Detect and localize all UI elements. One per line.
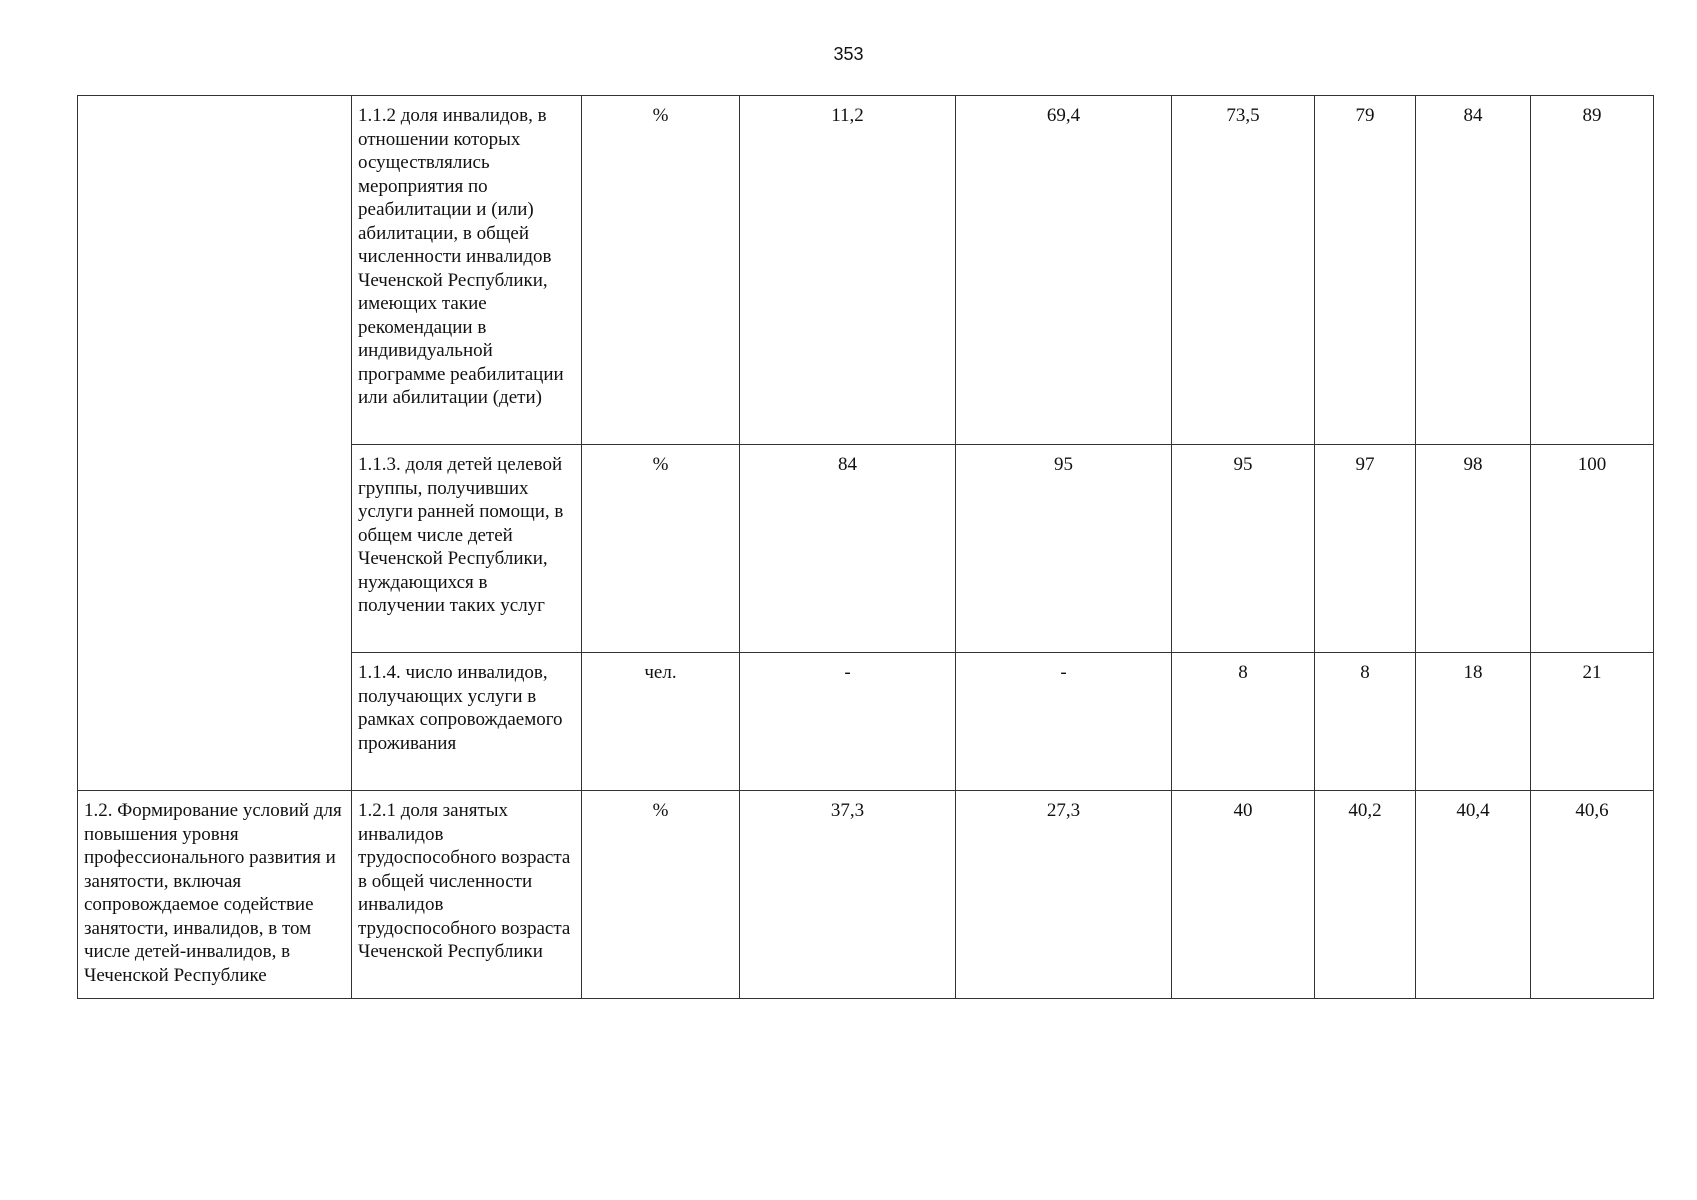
value-cell: 8 (1315, 653, 1416, 791)
value-cell: 40 (1172, 791, 1315, 999)
value-cell: 21 (1531, 653, 1654, 791)
task-cell (78, 96, 352, 791)
unit-cell: чел. (582, 653, 740, 791)
value-cell: 18 (1416, 653, 1531, 791)
value-cell: - (956, 653, 1172, 791)
indicator-cell: 1.2.1 доля занятых инвалидов трудоспособного возраста в общей численности инвалидов трудоспособного возраста Чеченской Республики (352, 791, 582, 999)
value-cell: 95 (956, 445, 1172, 653)
value-cell: 84 (1416, 96, 1531, 445)
value-cell: 69,4 (956, 96, 1172, 445)
value-cell: 27,3 (956, 791, 1172, 999)
page-number: 353 (833, 44, 864, 64)
table-row (78, 791, 1654, 999)
unit-cell: % (582, 445, 740, 653)
value-cell: 8 (1172, 653, 1315, 791)
value-cell: 98 (1416, 445, 1531, 653)
value-cell: 100 (1531, 445, 1654, 653)
value-cell: 73,5 (1172, 96, 1315, 445)
indicators-table (77, 95, 1654, 999)
value-cell: 37,3 (740, 791, 956, 999)
task-cell: 1.2. Формирование условий для повышения уровня профессионального развития и занятости, включая сопровождаемое содействие занятости, инвалидов, в том числе детей-инвалидов, в Чеченской Республике (78, 791, 352, 999)
value-cell: 95 (1172, 445, 1315, 653)
indicator-cell: 1.1.4. число инвалидов, получающих услуги в рамках сопровождаемого проживания (352, 653, 582, 791)
unit-cell: % (582, 791, 740, 999)
indicator-cell: 1.1.3. доля детей целевой группы, получивших услуги ранней помощи, в общем числе детей Чеченской Республики, нуждающихся в получении таких услуг (352, 445, 582, 653)
table-row (78, 96, 1654, 445)
value-cell: 11,2 (740, 96, 956, 445)
value-cell: 40,6 (1531, 791, 1654, 999)
value-cell: 97 (1315, 445, 1416, 653)
value-cell: 84 (740, 445, 956, 653)
value-cell: 40,4 (1416, 791, 1531, 999)
unit-cell: % (582, 96, 740, 445)
value-cell: 79 (1315, 96, 1416, 445)
value-cell: 89 (1531, 96, 1654, 445)
indicator-cell: 1.1.2 доля инвалидов, в отношении которых осуществлялись мероприятия по реабилитации и (или) абилитации, в общей численности инвалидов Чеченской Республики, имеющих такие рекомендации в индивидуальной программе реабилитации или абилитации (дети) (352, 96, 582, 445)
value-cell: - (740, 653, 956, 791)
value-cell: 40,2 (1315, 791, 1416, 999)
